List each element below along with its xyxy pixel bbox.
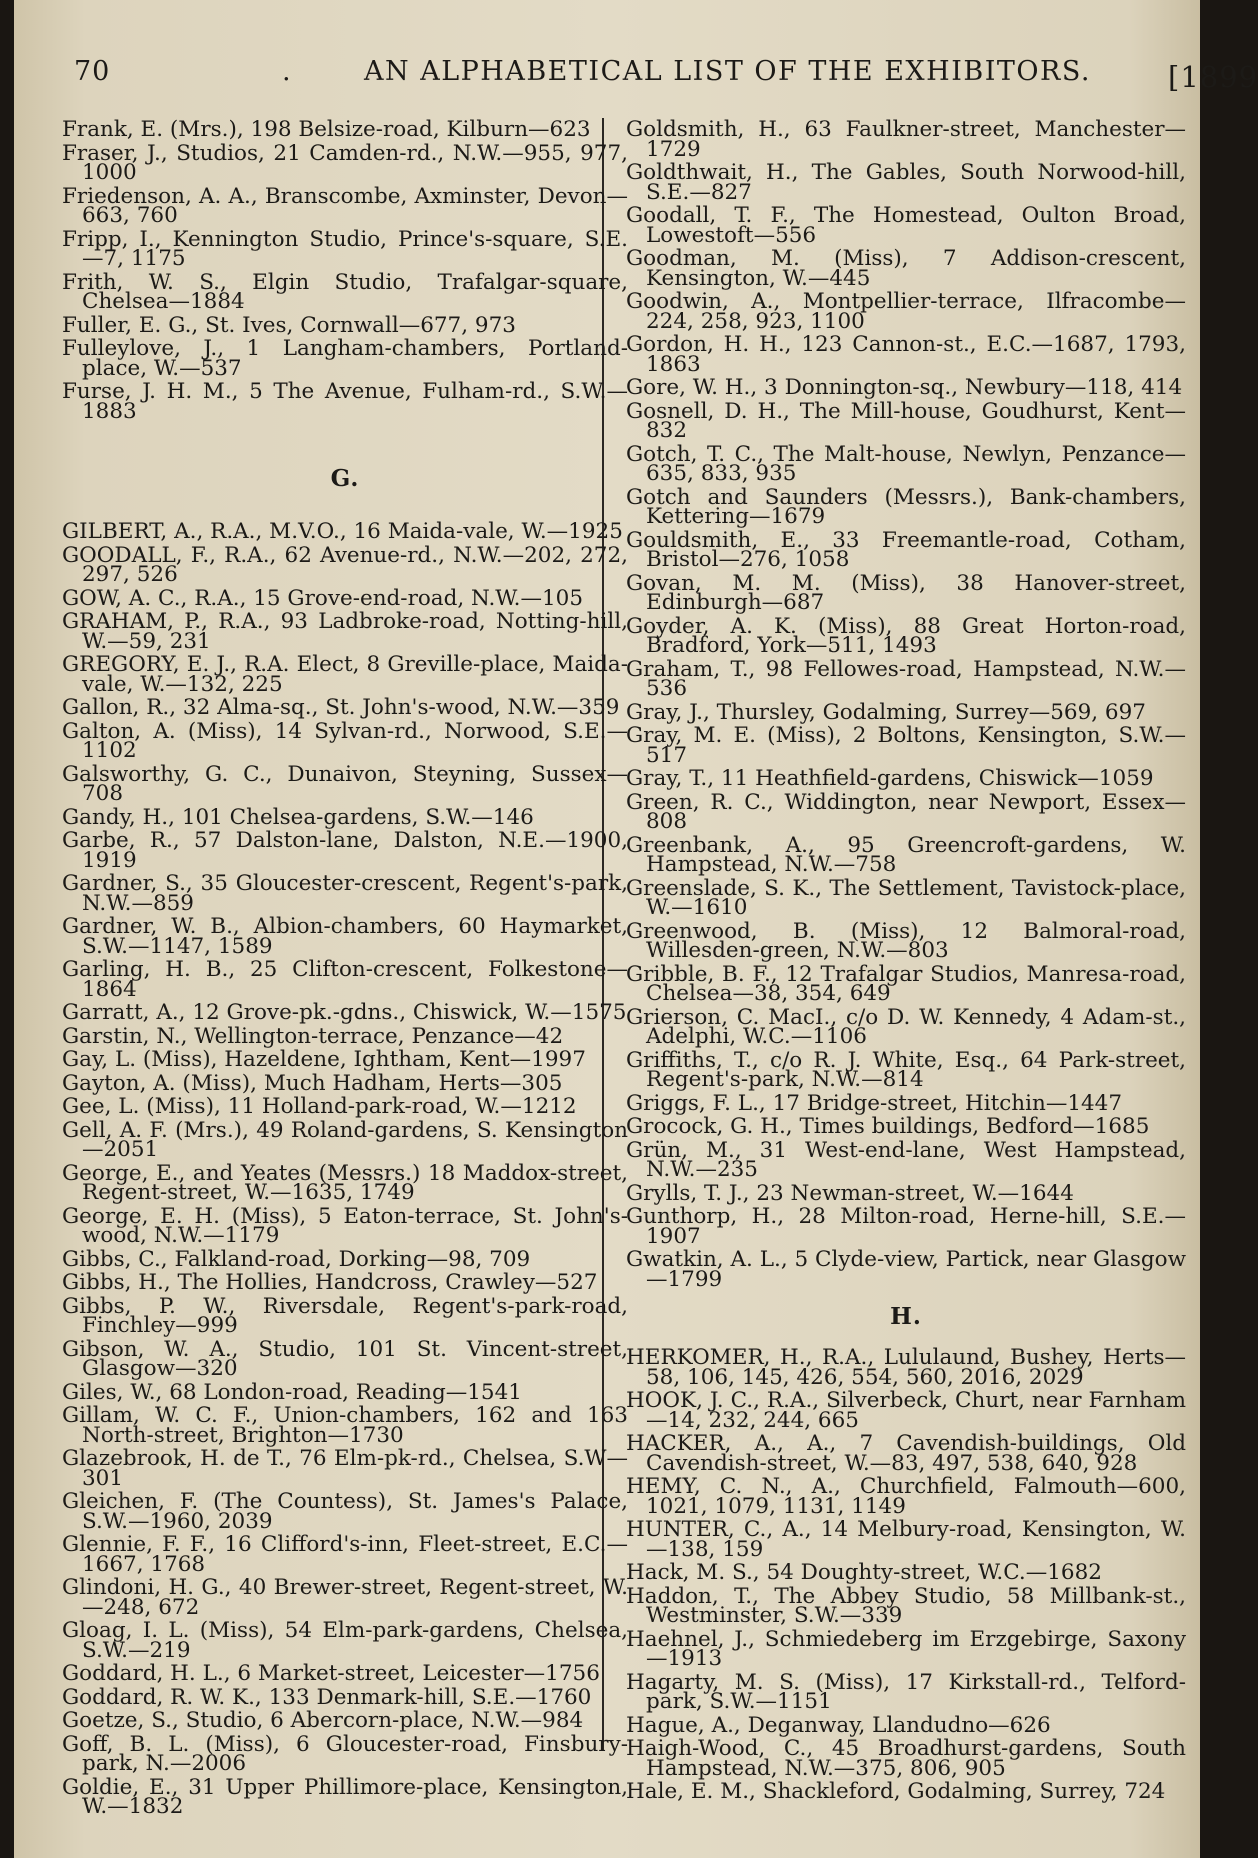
exhibitor-entry: Goodman, M. (Miss), 7 Addison-crescent, Kensington, W.—445 — [626, 246, 1186, 291]
exhibitor-entry: Haigh-Wood, C., 45 Broadhurst-gardens, South Hampstead, N.W.—375, 806, 905 — [626, 1736, 1186, 1781]
header-year: [1899 — [1168, 60, 1258, 94]
entries-g-continued-group — [626, 117, 1186, 1292]
exhibitor-entry: Haehnel, J., Schmiedeberg im Erzgebirge, Saxony—1913 — [626, 1626, 1186, 1671]
exhibitor-entry: Gouldsmith, E., 33 Freemantle-road, Cotham, Bristol—276, 1058 — [626, 527, 1186, 572]
right-column — [626, 117, 1186, 1806]
exhibitor-entry: Goddard, H. L., 6 Market-street, Leicester—1756 — [62, 1661, 600, 1686]
exhibitor-entry: Goldie, E., 31 Upper Phillimore-place, Kensington, W.—1832 — [62, 1774, 628, 1819]
exhibitor-entry: Glennie, F. F., 16 Clifford's-inn, Fleet-street, E.C.—1667, 1768 — [62, 1532, 628, 1577]
exhibitor-entry: Gleichen, F. (The Countess), St. James's Palace, S.W.—1960, 2039 — [62, 1489, 628, 1534]
exhibitor-entry: Griggs, F. L., 17 Bridge-street, Hitchin—1447 — [626, 1090, 1123, 1116]
section-letter-g: G. — [330, 465, 360, 492]
exhibitor-entry: George, E., and Yeates (Messrs.) 18 Maddox-street, Regent-street, W.—1635, 1749 — [62, 1160, 628, 1205]
exhibitor-entry: Green, R. C., Widdington, near Newport, Essex—808 — [626, 789, 1186, 834]
exhibitor-entry: Garstin, N., Wellington-terrace, Penzance—42 — [62, 1023, 564, 1049]
exhibitor-entry: HEMY, C. N., A., Churchfield, Falmouth—600, 1021, 1079, 1131, 1149 — [626, 1474, 1186, 1519]
exhibitor-entry: Glindoni, H. G., 40 Brewer-street, Regent-street, W.—248, 672 — [62, 1575, 628, 1620]
exhibitor-entry: Gay, L. (Miss), Hazeldene, Ightham, Kent—1997 — [62, 1047, 586, 1072]
exhibitor-entry: Gillam, W. C. F., Union-chambers, 162 and 163 North-street, Brighton—1730 — [62, 1403, 628, 1448]
exhibitor-entry: George, E. H. (Miss), 5 Eaton-terrace, St. John's-wood, N.W.—1179 — [62, 1203, 628, 1248]
exhibitor-entry: Gallon, R., 32 Alma-sq., St. John's-wood, N.W.—359 — [62, 695, 620, 720]
exhibitor-entry: Goodall, T. F., The Homestead, Oulton Broad, Lowestoft—556 — [626, 203, 1186, 248]
exhibitor-entry: Fripp, I., Kennington Studio, Prince's-square, S.E.—7, 1175 — [62, 226, 628, 271]
exhibitor-entry: Grierson, C. MacI., c/o D. W. Kennedy, 4 Adam-st., Adelphi, W.C.—1106 — [626, 1004, 1186, 1049]
exhibitor-entry: Gribble, B. F., 12 Trafalgar Studios, Manresa-road, Chelsea—38, 354, 649 — [626, 961, 1186, 1006]
page-number: 70 — [74, 56, 111, 87]
exhibitor-entry: Gloag, I. L. (Miss), 54 Elm-park-gardens, Chelsea, S.W.—219 — [62, 1618, 628, 1663]
exhibitor-entry: Goddard, R. W. K., 133 Denmark-hill, S.E.—1760 — [62, 1684, 592, 1710]
exhibitor-entry: Hagarty, M. S. (Miss), 17 Kirkstall-rd., Telford-park, S.W.—1151 — [626, 1669, 1186, 1714]
exhibitor-entry: HACKER, A., A., 7 Cavendish-buildings, Old Cavendish-street, W.—83, 497, 538, 640, 928 — [626, 1431, 1186, 1476]
exhibitor-entry: Gibson, W. A., Studio, 101 St. Vincent-street, Glasgow—320 — [62, 1336, 628, 1381]
exhibitor-entry: GOODALL, F., R.A., 62 Avenue-rd., N.W.—202, 272, 297, 526 — [62, 542, 628, 587]
entries-f-group — [62, 117, 628, 424]
exhibitor-entry: GREGORY, E. J., R.A. Elect, 8 Greville-place, Maida-vale, W.—132, 225 — [62, 652, 628, 697]
exhibitor-entry: Gore, W. H., 3 Donnington-sq., Newbury—118, 414 — [626, 375, 1183, 400]
exhibitor-entry: Garling, H. B., 25 Clifton-crescent, Folkestone—1864 — [62, 957, 628, 1002]
exhibitor-entry: Grylls, T. J., 23 Newman-street, W.—1644 — [626, 1180, 1074, 1206]
exhibitor-entry: Galsworthy, G. C., Dunaivon, Steyning, Sussex—708 — [62, 761, 628, 806]
exhibitor-entry: Gordon, H. H., 123 Cannon-st., E.C.—1687, 1793, 1863 — [626, 332, 1186, 377]
exhibitor-entry: Greenslade, S. K., The Settlement, Tavistock-place, W.—1610 — [626, 875, 1186, 920]
exhibitor-entry: Griffiths, T., c/o R. J. White, Esq., 64 Park-street, Regent's-park, N.W.—814 — [626, 1047, 1186, 1092]
exhibitor-entry: HOOK, J. C., R.A., Silverbeck, Churt, near Farnham—14, 232, 244, 665 — [626, 1388, 1186, 1433]
left-column — [62, 117, 628, 1821]
exhibitor-entry: Garratt, A., 12 Grove-pk.-gdns., Chiswick, W.—1575 — [62, 1000, 627, 1025]
exhibitor-entry: Gray, M. E. (Miss), 2 Boltons, Kensington, S.W.—517 — [626, 723, 1186, 768]
exhibitor-entry: Giles, W., 68 London-road, Reading—1541 — [62, 1379, 522, 1405]
exhibitor-entry: Gray, J., Thursley, Godalming, Surrey—569, 697 — [626, 699, 1146, 725]
header-dot: . — [282, 56, 292, 87]
exhibitor-entry: Hague, A., Deganway, Llandudno—626 — [626, 1712, 1051, 1738]
exhibitor-entry: Grocock, G. H., Times buildings, Bedford—1685 — [626, 1114, 1150, 1139]
exhibitor-entry: GRAHAM, P., R.A., 93 Ladbroke-road, Notting-hill, W.—59, 231 — [62, 609, 628, 654]
exhibitor-entry: Goyder, A. K. (Miss), 88 Great Horton-road, Bradford, York—511, 1493 — [626, 613, 1186, 658]
entries-h-group — [626, 1345, 1186, 1804]
exhibitor-entry: Gell, A. F. (Mrs.), 49 Roland-gardens, S. Kensington—2051 — [62, 1117, 628, 1162]
exhibitor-entry: Gayton, A. (Miss), Much Hadham, Herts—305 — [62, 1070, 563, 1096]
exhibitor-entry: Gardner, S., 35 Gloucester-crescent, Regent's-park, N.W.—859 — [62, 871, 628, 916]
exhibitor-entry: Gee, L. (Miss), 11 Holland-park-road, W.—1212 — [62, 1094, 577, 1119]
exhibitor-entry: Gardner, W. B., Albion-chambers, 60 Haymarket, S.W.—1147, 1589 — [62, 914, 628, 959]
exhibitor-entry: Gotch and Saunders (Messrs.), Bank-chambers, Kettering—1679 — [626, 484, 1186, 529]
entries-g-group — [62, 519, 628, 1819]
exhibitor-entry: Goldthwait, H., The Gables, South Norwood-hill, S.E.—827 — [626, 160, 1186, 205]
exhibitor-entry: Gibbs, H., The Hollies, Handcross, Crawley—527 — [62, 1270, 598, 1295]
exhibitor-entry: Gwatkin, A. L., 5 Clyde-view, Partick, near Glasgow—1799 — [626, 1247, 1186, 1292]
exhibitor-entry: Frith, W. S., Elgin Studio, Trafalgar-square, Chelsea—1884 — [62, 269, 628, 314]
exhibitor-entry: GILBERT, A., R.A., M.V.O., 16 Maida-vale, W.—1925 — [62, 519, 623, 544]
exhibitor-entry: Goetze, S., Studio, 6 Abercorn-place, N.W.—984 — [62, 1708, 584, 1733]
exhibitor-entry: Gotch, T. C., The Malt-house, Newlyn, Penzance—635, 833, 935 — [626, 441, 1186, 486]
exhibitor-entry: Hack, M. S., 54 Doughty-street, W.C.—1682 — [626, 1560, 1102, 1585]
exhibitor-entry: Garbe, R., 57 Dalston-lane, Dalston, N.E.—1900, 1919 — [62, 828, 628, 873]
exhibitor-entry: Graham, T., 98 Fellowes-road, Hampstead, N.W.—536 — [626, 656, 1186, 701]
exhibitor-entry: Gunthorp, H., 28 Milton-road, Herne-hill, S.E.—1907 — [626, 1204, 1186, 1249]
exhibitor-entry: Grün, M., 31 West-end-lane, West Hampstead, N.W.—235 — [626, 1137, 1186, 1182]
exhibitor-entry: Glazebrook, H. de T., 76 Elm-pk-rd., Chelsea, S.W—301 — [62, 1446, 628, 1491]
exhibitor-entry: GOW, A. C., R.A., 15 Grove-end-road, N.W.—105 — [62, 585, 584, 611]
exhibitor-entry: Furse, J. H. M., 5 The Avenue, Fulham-rd., S.W.—1883 — [62, 379, 628, 424]
exhibitor-entry: Haddon, T., The Abbey Studio, 58 Millbank-st., Westminster, S.W.—339 — [626, 1583, 1186, 1628]
page-title: AN ALPHABETICAL LIST OF THE EXHIBITORS. — [364, 56, 1091, 87]
directory-page — [14, 0, 1258, 1858]
exhibitor-entry: Friedenson, A. A., Branscombe, Axminster, Devon—663, 760 — [62, 183, 628, 228]
page-header — [74, 56, 1258, 96]
exhibitor-entry: Govan, M. M. (Miss), 38 Hanover-street, Edinburgh—687 — [626, 570, 1186, 615]
exhibitor-entry: Goff, B. L. (Miss), 6 Gloucester-road, Finsbury-park, N.—2006 — [62, 1731, 628, 1776]
exhibitor-entry: Greenwood, B. (Miss), 12 Balmoral-road, Willesden-green, N.W.—803 — [626, 918, 1186, 963]
exhibitor-entry: HERKOMER, H., R.A., Lululaund, Bushey, Herts—58, 106, 145, 426, 554, 560, 2016, 2029 — [626, 1345, 1186, 1390]
section-letter-h: H. — [890, 1303, 922, 1330]
exhibitor-entry: Gray, T., 11 Heathfield-gardens, Chiswick—1059 — [626, 766, 1154, 791]
exhibitor-entry: Gosnell, D. H., The Mill-house, Goudhurst, Kent—832 — [626, 398, 1186, 443]
exhibitor-entry: Frank, E. (Mrs.), 198 Belsize-road, Kilburn—623 — [62, 117, 591, 142]
exhibitor-entry: Gibbs, C., Falkland-road, Dorking—98, 709 — [62, 1246, 531, 1272]
exhibitor-entry: HUNTER, C., A., 14 Melbury-road, Kensington, W.—138, 159 — [626, 1517, 1186, 1562]
exhibitor-entry: Galton, A. (Miss), 14 Sylvan-rd., Norwood, S.E.—1102 — [62, 718, 628, 763]
exhibitor-entry: Gibbs, P. W., Riversdale, Regent's-park-road, Finchley—999 — [62, 1293, 628, 1338]
exhibitor-entry: Hale, E. M., Shackleford, Godalming, Surrey, 724 — [626, 1779, 1166, 1804]
exhibitor-entry: Greenbank, A., 95 Greencroft-gardens, W. Hampstead, N.W.—758 — [626, 832, 1186, 877]
exhibitor-entry: Fulleylove, J., 1 Langham-chambers, Portland-place, W.—537 — [62, 336, 628, 381]
exhibitor-entry: Gandy, H., 101 Chelsea-gardens, S.W.—146 — [62, 804, 534, 830]
exhibitor-entry: Fraser, J., Studios, 21 Camden-rd., N.W.—955, 977, 1000 — [62, 140, 628, 185]
exhibitor-entry: Fuller, E. G., St. Ives, Cornwall—677, 973 — [62, 312, 516, 338]
exhibitor-entry: Goodwin, A., Montpellier-terrace, Ilfracombe—224, 258, 923, 1100 — [626, 289, 1186, 334]
exhibitor-entry: Goldsmith, H., 63 Faulkner-street, Manchester—1729 — [626, 117, 1186, 162]
